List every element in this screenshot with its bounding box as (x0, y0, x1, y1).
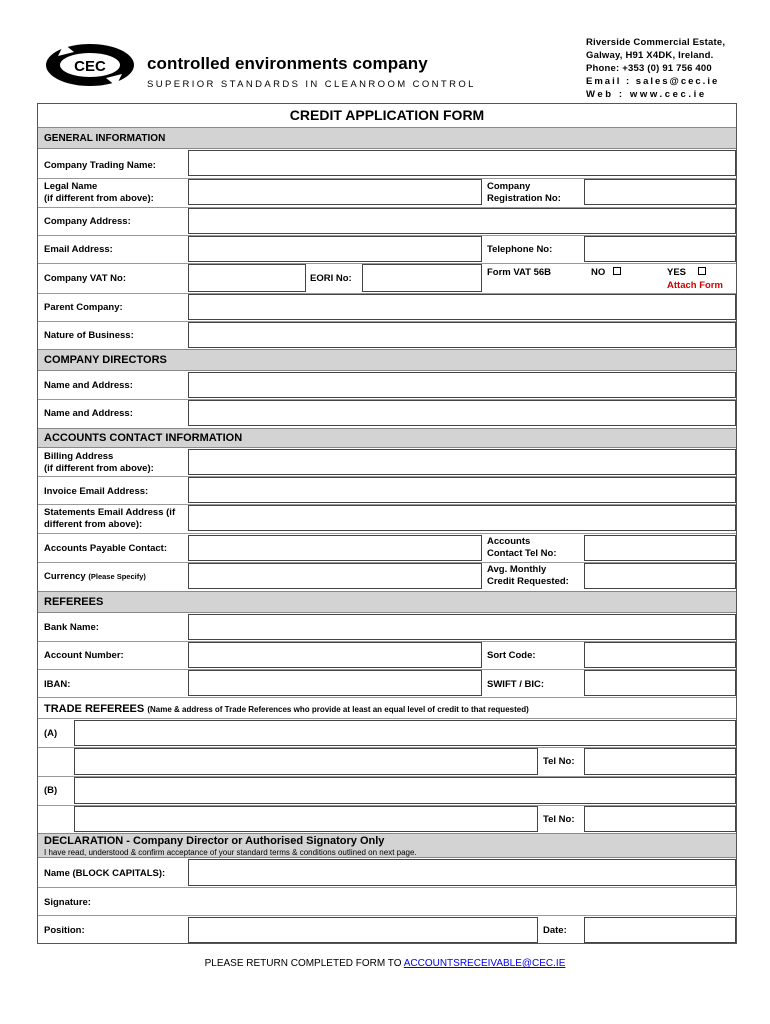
label-account-number: Account Number: (44, 650, 124, 661)
section-heading: COMPANY DIRECTORS (44, 354, 167, 366)
parent-company-field[interactable] (188, 294, 736, 320)
section-accounts-contact (38, 428, 736, 448)
nature-of-business-field[interactable] (188, 322, 736, 348)
attach-form-note: Attach Form (667, 280, 723, 291)
label-telephone: Telephone No: (487, 244, 553, 255)
address-line: Galway, H91 X4DK, Ireland. (586, 50, 714, 61)
section-referees (38, 591, 736, 613)
credit-application-form (37, 103, 737, 944)
statements-note: different from above): (44, 519, 143, 530)
label-trade-b: (B) (44, 785, 58, 796)
invoice-email-field[interactable] (188, 477, 736, 503)
company-name: controlled environments company (147, 54, 428, 73)
label-bank-name: Bank Name: (44, 622, 99, 633)
billing-line: Billing Address (44, 451, 114, 462)
company-tagline: SUPERIOR STANDARDS IN CLEANROOM CONTROL (147, 79, 476, 90)
label-email-address: Email Address: (44, 244, 113, 255)
label-swift-bic: SWIFT / BIC: (487, 679, 544, 690)
currency-label: Currency (44, 571, 86, 582)
trade-referees-heading (44, 703, 529, 716)
company-registration-field[interactable] (584, 179, 736, 205)
accounts-payable-contact-field[interactable] (188, 535, 482, 561)
section-heading: ACCOUNTS CONTACT INFORMATION (44, 432, 243, 444)
label-statements-email (44, 507, 175, 531)
trade-referee-b-tel-field[interactable] (584, 806, 736, 832)
label-company-registration (487, 181, 561, 205)
label-name-block-capitals: Name (BLOCK CAPITALS): (44, 868, 166, 879)
avg-credit-line: Avg. Monthly (487, 564, 547, 575)
label-no: NO (591, 267, 606, 278)
yes-checkbox[interactable] (698, 267, 706, 275)
company-address-field[interactable] (188, 208, 736, 234)
label-accounts-payable-contact: Accounts Payable Contact: (44, 543, 167, 554)
section-heading: DECLARATION - Company Director or Authorised Signatory Only (44, 835, 385, 847)
trade-referees-note: (Name & address of Trade References who provide at least an equal level of credit to that requested) (147, 705, 529, 714)
statements-email-field[interactable] (188, 505, 736, 531)
swift-bic-field[interactable] (584, 670, 736, 696)
declaration-text: I have read, understood & confirm acceptance of your standard terms & conditions outlined on next page. (44, 848, 417, 857)
trading-name-field[interactable] (188, 150, 736, 176)
phone-line: Phone: +353 (0) 91 756 400 (586, 63, 712, 74)
no-checkbox[interactable] (613, 267, 621, 275)
label-position: Position: (44, 925, 85, 936)
email-line: Email : sales@cec.ie (586, 76, 720, 87)
declaration-name-field[interactable] (188, 859, 736, 886)
accounts-contact-tel-field[interactable] (584, 535, 736, 561)
eori-field[interactable] (362, 264, 482, 292)
billing-note: (if different from above): (44, 463, 154, 474)
sort-code-field[interactable] (584, 642, 736, 668)
label-currency (44, 571, 146, 583)
section-general-information (38, 127, 736, 149)
account-number-field[interactable] (188, 642, 482, 668)
date-field[interactable] (584, 917, 736, 943)
iban-field[interactable] (188, 670, 482, 696)
billing-address-field[interactable] (188, 449, 736, 475)
trade-referee-a-address-field[interactable] (74, 748, 538, 775)
company-reg-line: Registration No: (487, 193, 561, 204)
label-accounts-contact-tel (487, 536, 557, 560)
label-company-vat: Company VAT No: (44, 273, 126, 284)
director-2-field[interactable] (188, 400, 736, 426)
label-date: Date: (543, 925, 567, 936)
accounts-tel-line: Contact Tel No: (487, 548, 557, 559)
label-tel-a: Tel No: (543, 756, 575, 767)
accounts-receivable-email-link[interactable]: ACCOUNTSRECEIVABLE@CEC.IE (403, 958, 566, 969)
email-address-field[interactable] (188, 236, 482, 262)
footer-instruction (0, 958, 770, 969)
logo-text: CEC (74, 58, 106, 75)
label-nature-of-business: Nature of Business: (44, 330, 134, 341)
footer-text: PLEASE RETURN COMPLETED FORM TO (204, 958, 404, 969)
telephone-field[interactable] (584, 236, 736, 262)
label-avg-monthly-credit (487, 564, 569, 588)
section-company-directors (38, 349, 736, 371)
avg-monthly-credit-field[interactable] (584, 563, 736, 589)
label-parent-company: Parent Company: (44, 302, 123, 313)
trade-referees-title: TRADE REFEREES (44, 703, 145, 715)
label-billing-address (44, 451, 154, 475)
label-trade-a: (A) (44, 728, 58, 739)
avg-credit-line: Credit Requested: (487, 576, 569, 587)
bank-name-field[interactable] (188, 614, 736, 640)
label-form-vat-56b: Form VAT 56B (487, 267, 552, 278)
director-1-field[interactable] (188, 372, 736, 398)
label-sort-code: Sort Code: (487, 650, 536, 661)
label-invoice-email: Invoice Email Address: (44, 486, 149, 497)
label-tel-b: Tel No: (543, 814, 575, 825)
section-declaration (38, 833, 736, 858)
company-vat-field[interactable] (188, 264, 306, 292)
legal-name-field[interactable] (188, 179, 482, 205)
label-yes: YES (667, 267, 687, 278)
label-iban: IBAN: (44, 679, 71, 690)
web-line: Web : www.cec.ie (586, 89, 707, 100)
company-reg-line: Company (487, 181, 531, 192)
section-heading: GENERAL INFORMATION (44, 133, 166, 144)
form-title: CREDIT APPLICATION FORM (289, 107, 485, 123)
legal-name-line: Legal Name (44, 181, 98, 192)
trade-referee-a-tel-field[interactable] (584, 748, 736, 775)
label-trading-name: Company Trading Name: (44, 160, 156, 171)
label-eori: EORI No: (310, 273, 352, 284)
address-line: Riverside Commercial Estate, (586, 37, 726, 48)
label-signature: Signature: (44, 897, 91, 908)
legal-name-note: (if different from above): (44, 193, 154, 204)
position-field[interactable] (188, 917, 538, 943)
section-heading: REFEREES (44, 596, 104, 608)
label-director-name-address: Name and Address: (44, 380, 133, 391)
label-company-address: Company Address: (44, 216, 131, 227)
label-legal-name (44, 181, 154, 205)
currency-field[interactable] (188, 563, 482, 589)
cec-logo-icon (44, 42, 136, 88)
company-address-block (586, 36, 725, 101)
trade-referee-a-field[interactable] (74, 720, 736, 746)
statements-line: Statements Email Address (if (44, 507, 176, 518)
trade-referee-b-field[interactable] (74, 777, 736, 804)
trade-referee-b-address-field[interactable] (74, 806, 538, 832)
accounts-tel-line: Accounts (487, 536, 531, 547)
label-director-name-address: Name and Address: (44, 408, 133, 419)
currency-note: (Please Specify) (88, 572, 146, 581)
